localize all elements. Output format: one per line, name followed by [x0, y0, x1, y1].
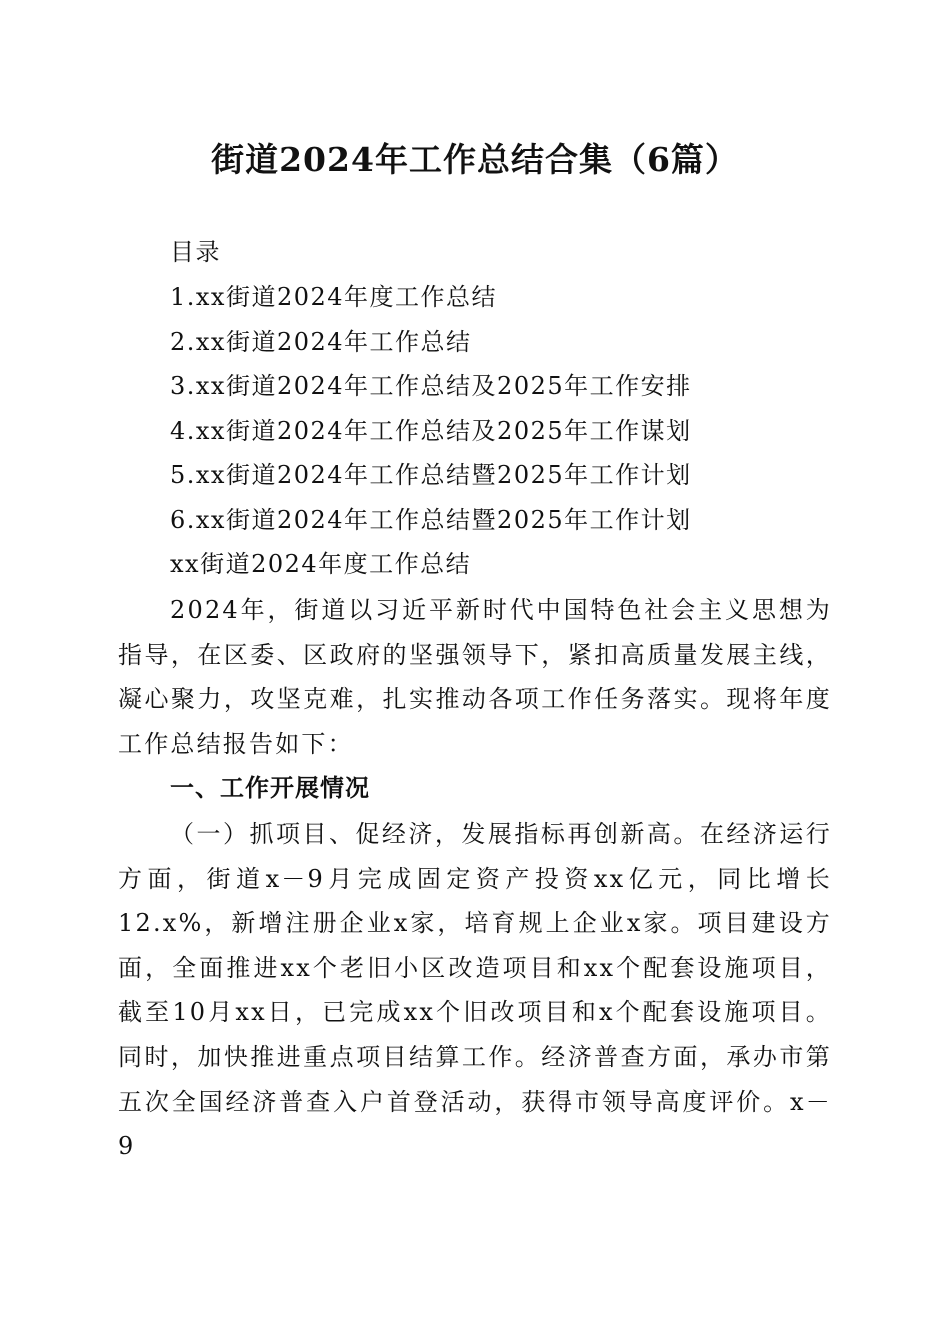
intro-paragraph: 2024年，街道以习近平新时代中国特色社会主义思想为指导，在区委、区政府的坚强领导下，紧扣高质量发展主线，凝心聚力，攻坚克难，扎实推动各项工作任务落实。现将年度工作总结报告如下： — [118, 596, 832, 758]
heading-1: 一、工作开展情况 — [170, 774, 370, 802]
body-paragraph: （一）抓项目、促经济，发展指标再创新高。在经济运行方面，街道x－9月完成固定资产投资xx亿元，同比增长12.x%，新增注册企业x家，培育规上企业x家。项目建设方面，全面推进xx个老旧小区改造项目和xx个配套设施项目，截至10月xx日，已完成xx个旧改项目和x个配套设施项目。同时，加快推进重点项目结算工作。经济普查方面，承办市第五次全国经济普查入户首登活动，获得市领导高度评价。x－9 — [118, 820, 832, 1161]
toc-item-4[interactable]: 4.xx街道2024年工作总结及2025年工作谋划 — [170, 417, 692, 445]
toc-item-1[interactable]: 1.xx街道2024年度工作总结 — [170, 283, 498, 311]
toc-item-5[interactable]: 5.xx街道2024年工作总结暨2025年工作计划 — [170, 461, 692, 489]
document-title: 街道2024年工作总结合集（6篇） — [211, 140, 739, 179]
toc-heading: 目录 — [170, 238, 221, 266]
section-title: xx街道2024年度工作总结 — [170, 550, 472, 578]
toc-item-2[interactable]: 2.xx街道2024年工作总结 — [170, 328, 472, 356]
toc-item-6[interactable]: 6.xx街道2024年工作总结暨2025年工作计划 — [170, 506, 692, 534]
toc-item-3[interactable]: 3.xx街道2024年工作总结及2025年工作安排 — [170, 372, 692, 400]
